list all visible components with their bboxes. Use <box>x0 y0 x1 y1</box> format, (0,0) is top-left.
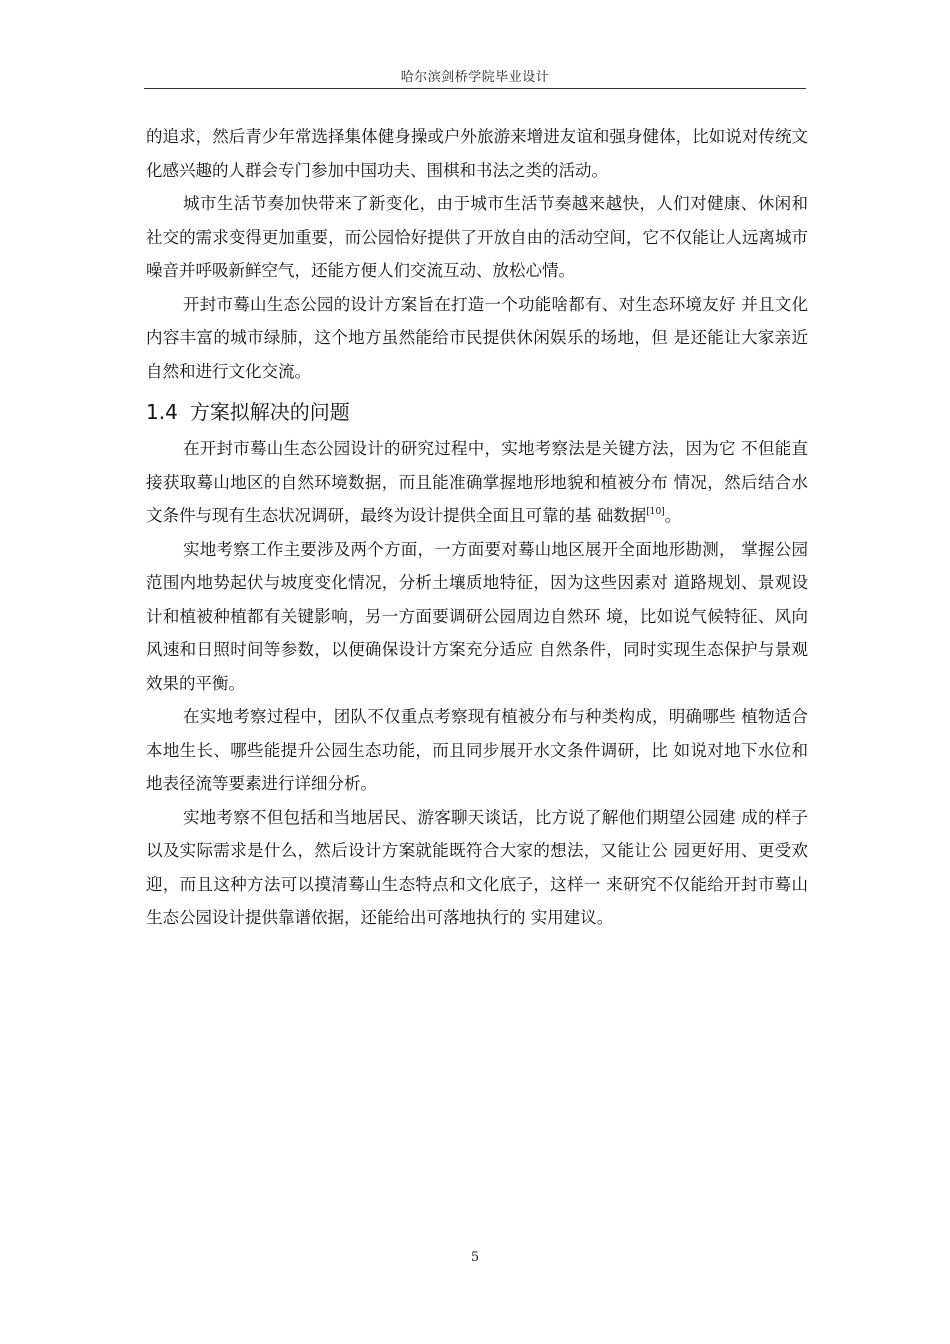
paragraph-field-method <box>146 432 808 533</box>
paragraph-public-interviews: 实地考察不但包括和当地居民、游客聊天谈话，比方说了解他们期望公园建 成的样子以及实际需求是什么，然后设计方案就能既符合大家的想法，又能让公 园更好用、更受欢迎，而且这种方法可以摸清蓦山生态特点和文化底子，这样一 来研究不仅能给开封市蓦山生态公园设计提供靠谱依据，还能给出可落地执行的 实用建议。 <box>146 807 808 927</box>
document-body <box>146 120 808 935</box>
section-title: 方案拟解决的问题 <box>189 400 350 424</box>
page-number: 5 <box>470 1250 480 1265</box>
page-header: 哈尔滨剑桥学院毕业设计 <box>400 70 550 85</box>
paragraph-field-method-text: 在开封市蓦山生态公园设计的研究过程中，实地考察法是关键方法，因为它 不但能直接获取蓦山地区的自然环境数据，而且能准确掌握地形地貌和植被分布 情况，然后结合水文条件与现有生态状况调研，最终为设计提供全面且可靠的基 础数据 <box>146 439 808 525</box>
paragraph-continuation: 的追求，然后青少年常选择集体健身操或户外旅游来增进友谊和强身健体，比如说对传统文化感兴趣的人群会专门参加中国功夫、围棋和书法之类的活动。 <box>146 127 808 180</box>
header-rule <box>144 88 806 89</box>
section-heading <box>146 394 808 430</box>
section-number: 1.4 <box>146 400 178 424</box>
paragraph-city-rhythm: 城市生活节奏加快带来了新变化，由于城市生活节奏越来越快，人们对健康、休闲和社交的需求变得更加重要，而公园恰好提供了开放自由的活动空间，它不仅能让人远离城市噪音并呼吸新鲜空气，还能方便人们交流互动、放松心情。 <box>146 194 808 280</box>
paragraph-survey-aspects: 实地考察工作主要涉及两个方面，一方面要对蓦山地区展开全面地形勘测， 掌握公园范围内地势起伏与坡度变化情况，分析土壤质地特征，因为这些因素对 道路规划、景观设计和植被种植都有关键影响，另一方面要调研公园周边自然环 境，比如说气候特征、风向风速和日照时间等参数，以便确保设计方案充分适应 自然条件，同时实现生态保护与景观效果的平衡。 <box>146 539 808 693</box>
paragraph-field-method-tail: 。 <box>664 506 682 525</box>
citation-reference: [10] <box>646 507 665 517</box>
paragraph-vegetation-survey: 在实地考察过程中，团队不仅重点考察现有植被分布与种类构成，明确哪些 植物适合本地生长、哪些能提升公园生态功能，而且同步展开水文条件调研，比 如说对地下水位和地表径流等要素进行详细分析。 <box>146 707 808 793</box>
paragraph-design-goal: 开封市蓦山生态公园的设计方案旨在打造一个功能啥都有、对生态环境友好 并且文化内容丰富的城市绿肺，这个地方虽然能给市民提供休闲娱乐的场地，但 是还能让大家亲近自然和进行文化交流。 <box>146 294 808 381</box>
